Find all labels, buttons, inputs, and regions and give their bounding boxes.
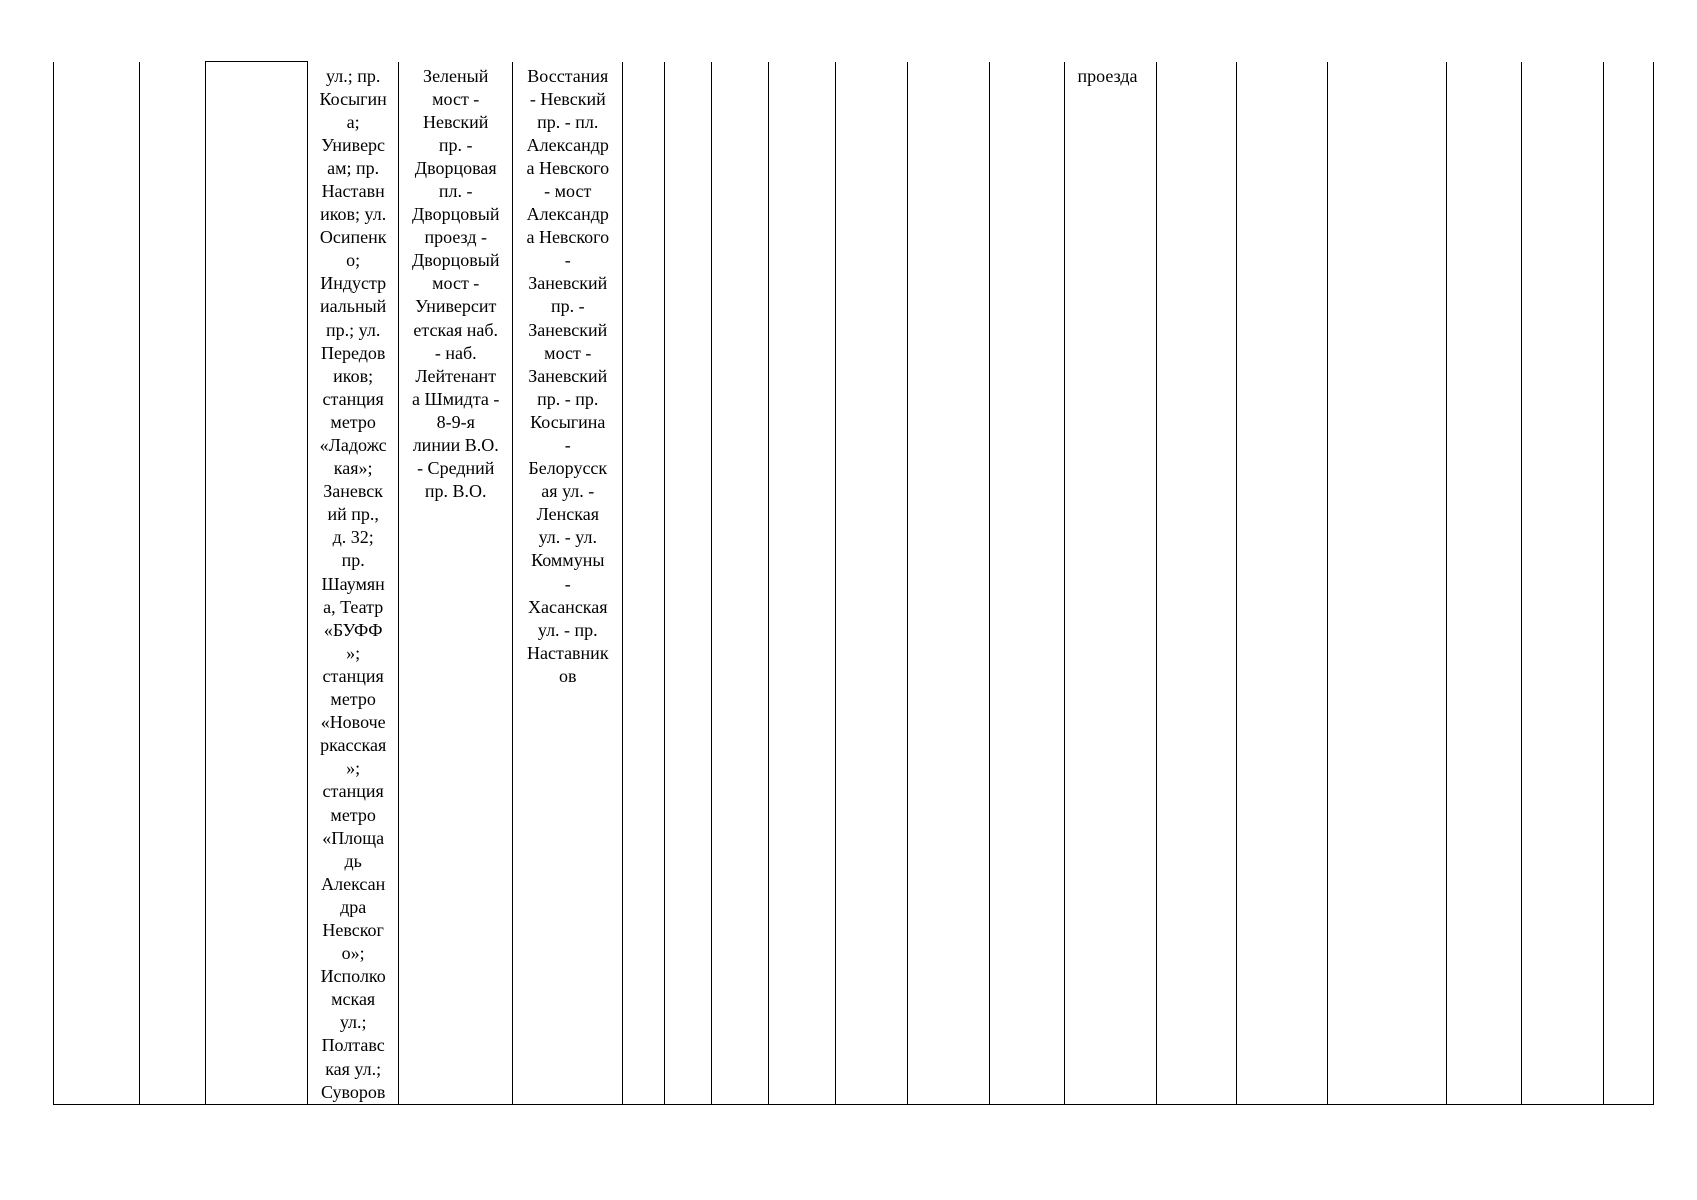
- table-cell-vehicle-count: [990, 62, 1064, 1105]
- table-cell-start-date: [1236, 62, 1327, 1105]
- document-table: [53, 61, 1654, 1105]
- table-cell-route-backward: [513, 62, 623, 1105]
- table-cell-route-name: [206, 62, 308, 1105]
- fare-text: проезда: [1077, 65, 1138, 86]
- table-cell-vehicle-class: [908, 62, 990, 1105]
- table-cell-length-forward: [623, 62, 665, 1105]
- table-cell-vehicle-type: [836, 62, 908, 1105]
- table-cell-carrier-address: [1446, 62, 1521, 1105]
- table-cell-inn: [1521, 62, 1603, 1105]
- table-row: [54, 62, 1654, 1105]
- table-cell-fare: [1064, 62, 1156, 1105]
- stops-text: ул.; пр. Косыгин а; Универс ам; пр. Наставн иков; ул. Осипенк о; Индустр иальный пр.; ул. Передов иков; станция метро «Ладожс кая»; Заневск ий пр., д. 32; пр. Шаумян а, Театр «БУФФ »; станция метро «Новоче ркасская »; станция метро «Площа дь Алексан дра Невског о»; Исполко мская ул.; Полтавс кая ул.; Суворов: [319, 65, 387, 1102]
- table-cell-carrier: [1327, 62, 1446, 1105]
- table-cell-length-backward: [665, 62, 712, 1105]
- table-cell-notes: [1603, 62, 1653, 1105]
- route-forward-text: Зеленый мост - Невский пр. - Дворцовая пл. - Дворцовый проезд - Дворцовый мост - Университ етская наб. - наб. Лейтенант а Шмидта - 8-9-я линии В.О. - Средний пр. В.О.: [411, 65, 500, 502]
- table-cell-stops: [308, 62, 399, 1105]
- table-cell-registration-number: [140, 62, 206, 1105]
- table-cell-route-forward: [399, 62, 513, 1105]
- table-cell-route-number: [54, 62, 140, 1105]
- route-backward-text: Восстания - Невский пр. - пл. Александр а Невского - мост Александр а Невского - Заневский пр. - Заневский мост - Заневский пр. - пр. Косыгина - Белорусск ая ул. - Ленская ул. - ул. Коммуны - Хасанская ул. - пр. Наставник ов: [526, 65, 610, 686]
- table-cell-boarding-order: [712, 62, 769, 1105]
- table-cell-tariff-type: [769, 62, 836, 1105]
- table-cell-ecology: [1156, 62, 1236, 1105]
